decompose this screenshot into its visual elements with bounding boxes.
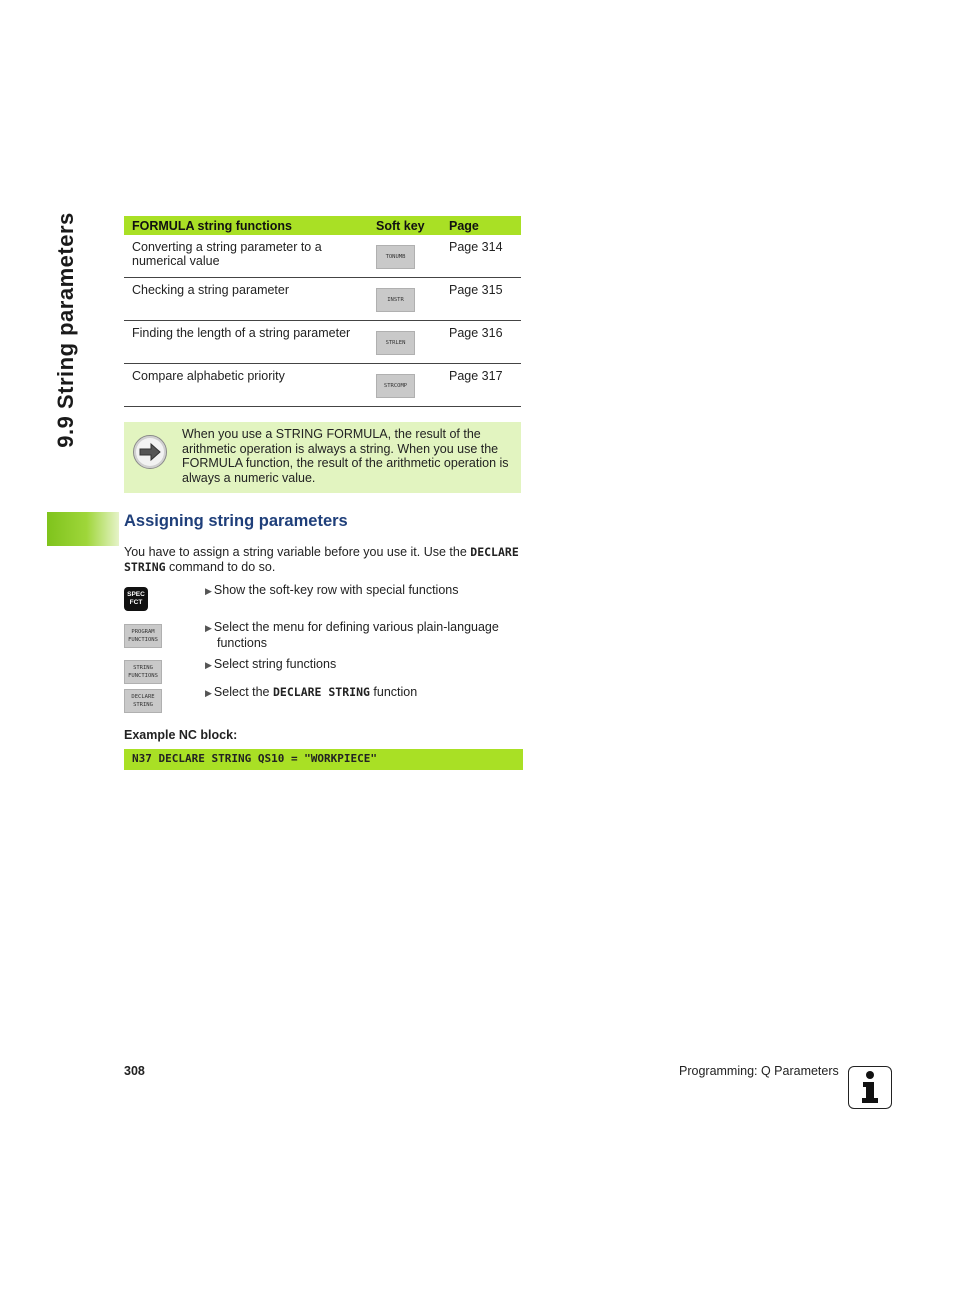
example-label: Example NC block: <box>124 728 238 742</box>
arrow-right-icon <box>133 435 167 469</box>
header-softkey: Soft key <box>376 216 449 235</box>
note-box <box>124 422 521 493</box>
table-row <box>124 235 521 278</box>
info-icon <box>848 1066 892 1109</box>
table-header-row <box>124 216 521 235</box>
page-cell: Page 316 <box>449 321 521 364</box>
page-cell: Page 314 <box>449 235 521 278</box>
footer-chapter-title: Programming: Q Parameters <box>679 1064 839 1078</box>
function-cell: Checking a string parameter <box>124 278 376 321</box>
step-arrow-icon: ▶ <box>205 586 212 596</box>
intro-paragraph: You have to assign a string variable before you use it. Use the DECLARE STRING command to do so. <box>124 545 519 574</box>
side-chapter-tab <box>47 512 119 546</box>
header-function: FORMULA string functions <box>124 216 376 235</box>
function-cell: Finding the length of a string parameter <box>124 321 376 364</box>
nc-code-block: N37 DECLARE STRING QS10 = "WORKPIECE" <box>124 749 523 770</box>
step-arrow-icon: ▶ <box>205 623 212 633</box>
tonumb-softkey[interactable]: TONUMB <box>376 245 415 269</box>
note-text: When you use a STRING FORMULA, the result of the arithmetic operation is always a string. When you use the FORMULA function, the result of the arithmetic operation is always a numeric value. <box>182 427 509 485</box>
page-number: 308 <box>124 1064 145 1078</box>
function-cell: Compare alphabetic priority <box>124 364 376 407</box>
program-functions-softkey[interactable]: PROGRAM FUNCTIONS <box>124 624 162 648</box>
function-cell: Converting a string parameter to a numerical value <box>124 235 376 278</box>
string-functions-softkey[interactable]: STRING FUNCTIONS <box>124 660 162 684</box>
declare-string-softkey[interactable]: DECLARE STRING <box>124 689 162 713</box>
side-chapter-title: 9.9 String parameters <box>53 212 78 448</box>
table-row <box>124 321 521 364</box>
step-instruction: ▶ Show the soft-key row with special functions <box>205 583 459 597</box>
table-row <box>124 278 521 321</box>
section-heading: Assigning string parameters <box>124 512 348 530</box>
instr-softkey[interactable]: INSTR <box>376 288 415 312</box>
declare-string-code: DECLARE STRING <box>124 545 519 574</box>
strlen-softkey[interactable]: STRLEN <box>376 331 415 355</box>
table-row <box>124 364 521 407</box>
step-arrow-icon: ▶ <box>205 688 212 698</box>
step-instruction: ▶ Select the DECLARE STRING function <box>205 685 418 699</box>
step-instruction: ▶ Select the menu for defining various plain-language functions <box>205 620 499 650</box>
step-arrow-icon: ▶ <box>205 660 212 670</box>
page-cell: Page 317 <box>449 364 521 407</box>
formula-string-functions-table <box>124 216 521 407</box>
page-cell: Page 315 <box>449 278 521 321</box>
spec-fct-key[interactable]: SPEC FCT <box>124 587 148 611</box>
strcomp-softkey[interactable]: STRCOMP <box>376 374 415 398</box>
header-page: Page <box>449 216 521 235</box>
step-instruction: ▶ Select string functions <box>205 657 337 671</box>
